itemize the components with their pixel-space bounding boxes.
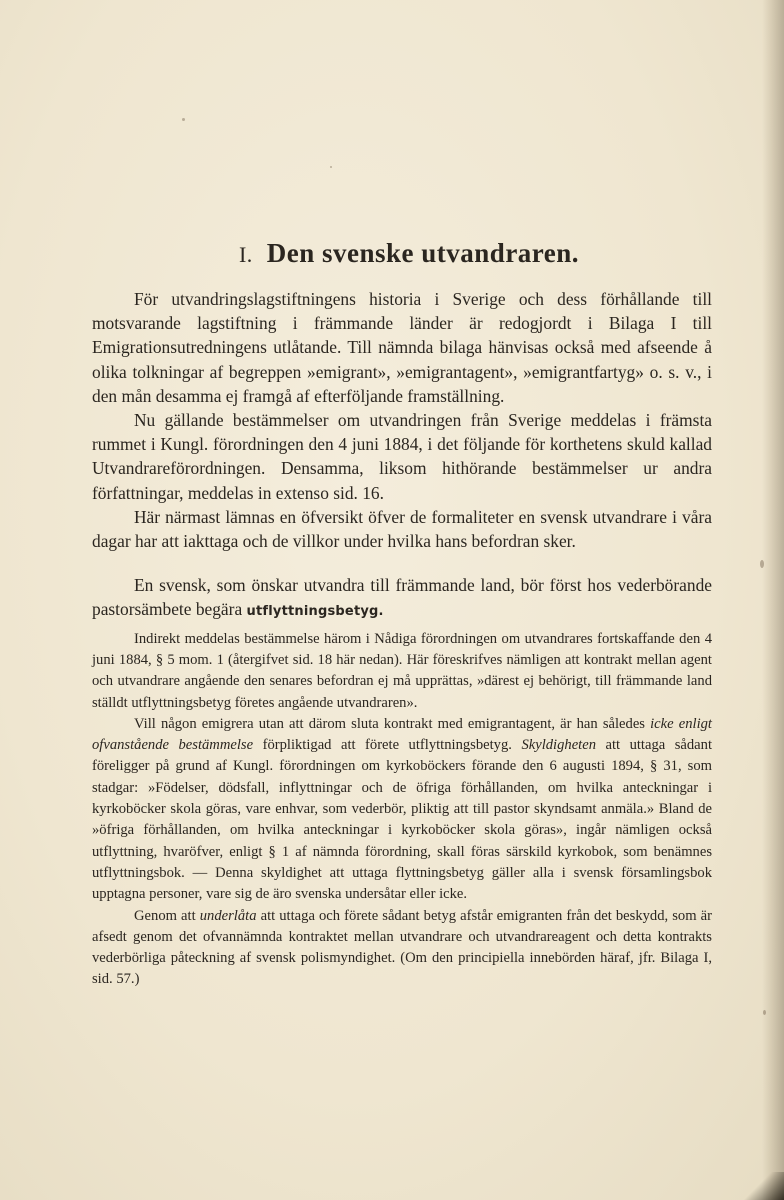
chapter-number: I. — [238, 242, 253, 267]
page-edge-shadow — [762, 0, 784, 1200]
small-p2-italic-2: Skyldigheten — [521, 737, 596, 754]
small-p3-text-2: att uttaga och förete sådant betyg afstår emigranten från det beskydd, som är afsedt genom det ofvannämnda kontraktet mellan utvandrare och utvandrareagent och detta kontrakts vederbörliga påteckning af svensk polismyndighet. (Om den principiella innebörden häraf, jfr. Bilaga I, sid. 57.) — [92, 907, 712, 988]
intro-paragraph-1: För utvandringslagstiftningens historia i Sverige och dess förhållande till motsvarande lagstiftning i främmande länder är redogjordt i Bilaga I till Emigrationsutredningens utlåtande. Till nämnda bilaga hänvisas också med afseende å olika tolkningar af begreppen »emigrant», »emigrantagent», »emigrantfartyg» o. s. v., i den mån desamma ej framgå af efterföljande framställning. — [92, 289, 712, 406]
section-lead — [92, 573, 712, 624]
section-lead-text: En svensk, som önskar utvandra till främmande land, bör först hos vederbörande pastorsämbete begära — [92, 575, 712, 620]
chapter-heading: Den svenske utvandraren. — [266, 238, 580, 268]
small-p2-text-1: Vill någon emigrera utan att därom sluta kontrakt med emigrantagent, är han således — [134, 715, 645, 732]
paper-speck — [760, 560, 764, 568]
intro-paragraph-3: Här närmast lämnas en öfversikt öfver de formaliteter en svensk utvandrare i våra dagar har att iakttaga och de villkor under hvilka hans befordran sker. — [92, 506, 712, 552]
paper-speck — [763, 1010, 766, 1015]
paper-speck — [182, 118, 185, 121]
small-p2-italic-1: icke enligt ofvanstående bestämmelse — [92, 715, 712, 754]
small-paragraph-2 — [92, 714, 712, 906]
intro-paragraph-2: Nu gällande bestämmelser om utvandringen från Sverige meddelas i främsta rummet i Kungl. förordningen den 4 juni 1884, i det följande för korthetens skuld kallad Utvandrareförordningen. Densamma, liksom hithörande bestämmelser ur andra författningar, meddelas in extenso sid. 16. — [92, 410, 712, 503]
corner-mark — [744, 1172, 784, 1200]
small-p2-text-3: att uttaga sådant föreligger på grund af Kungl. förordningen om kyrkoböckers förande den 6 augusti 1894, § 31, som stadgar: »Födelser, dödsfall, inflyttningar och de öfriga förhållanden, om hvilka anteckningar i kyrkoböcker skola göras, vare enhvar, som vederbör, pliktig att till pastor skyndsamt anmäla.» Bland de »öfriga förhållanden, om hvilka anteckningar i kyrkoböcker skola göras», ingår nämligen också utflyttning, hvaröfver, enligt § 1 af nämnda förordning, skall föras särskild kyrkobok, som benämnes utflyttningsbok. — Denna skyldighet att uttaga flyttningsbetyg gäller alla i svensk församlingsbok upptagna personer, vare sig de äro svenska undersåtar eller icke. — [92, 737, 713, 903]
section-term: utflyttningsbetyg. — [246, 604, 384, 620]
small-p3-italic-1: underlåta — [199, 907, 257, 924]
small-p2-text-2: förpliktigad att förete utflyttningsbetyg. — [262, 737, 512, 754]
section-lead-paragraph — [92, 573, 712, 624]
small-p3-text-1: Genom att — [134, 907, 196, 924]
small-paragraph-3 — [92, 906, 712, 991]
small-print-section — [92, 629, 712, 991]
section-gap — [92, 553, 712, 573]
page-content — [92, 238, 712, 991]
intro-section — [92, 287, 712, 553]
chapter-title — [92, 238, 712, 269]
small-paragraph-1: Indirekt meddelas bestämmelse härom i Nådiga förordningen om utvandrares fortskaffande den 4 juni 1884, § 5 mom. 1 (återgifvet sid. 18 här nedan). Här föreskrifves nämligen att kontrakt mellan agent och utvandrare angående den senares befordran ej må upprättas, »därest ej behörigt, till främmande land ställdt utflyttningsbetyg företes angående utvandraren». — [92, 630, 712, 711]
paper-speck — [330, 166, 332, 168]
